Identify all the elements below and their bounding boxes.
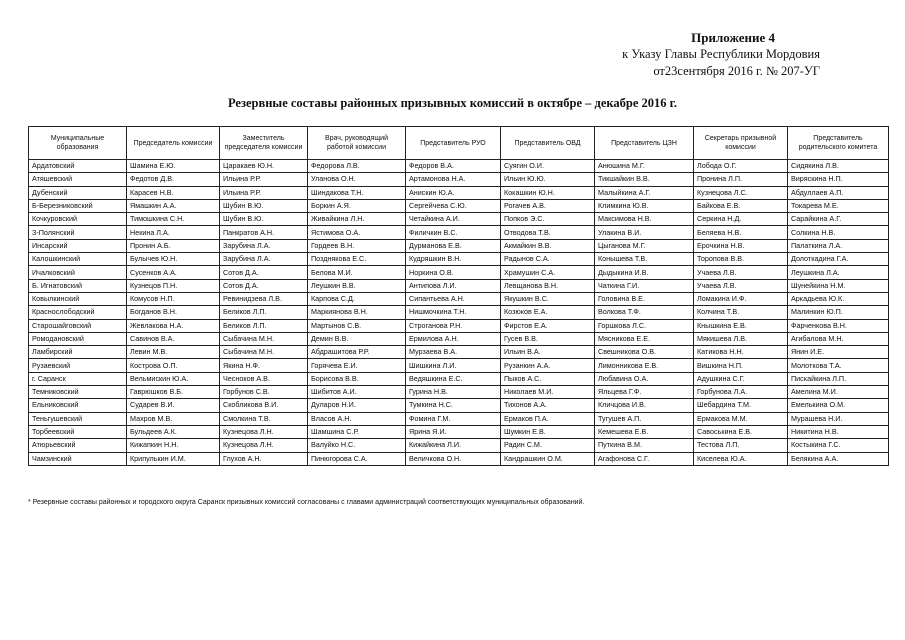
member-cell: Торопова В.В. bbox=[694, 253, 788, 266]
member-cell: Леушкина Л.А. bbox=[788, 266, 889, 279]
member-cell: Шубин В.Ю. bbox=[220, 199, 308, 212]
member-cell: Тихонов А.А. bbox=[501, 399, 595, 412]
member-cell: Якина Н.Ф. bbox=[220, 359, 308, 372]
member-cell: Кострова О.П. bbox=[127, 359, 220, 372]
member-cell: Рузанкин А.А. bbox=[501, 359, 595, 372]
municipality-cell: Кочкуровский bbox=[29, 213, 127, 226]
member-cell: Кижайкина Л.И. bbox=[406, 439, 501, 452]
member-cell: Малыйкина А.Г. bbox=[595, 186, 694, 199]
table-row bbox=[29, 332, 889, 345]
member-cell: Шубин В.Ю. bbox=[220, 213, 308, 226]
member-cell: Рогачев А.В. bbox=[501, 199, 595, 212]
member-cell: Зарубина Л.А. bbox=[220, 239, 308, 252]
member-cell: Ильин В.А. bbox=[501, 346, 595, 359]
member-cell: Фирстов Е.А. bbox=[501, 319, 595, 332]
member-cell: Агафонова С.Г. bbox=[595, 452, 694, 465]
member-cell: Ермакова М.М. bbox=[694, 412, 788, 425]
member-cell: Лимонникова Е.В. bbox=[595, 359, 694, 372]
member-cell: Попков Э.С. bbox=[501, 213, 595, 226]
municipality-cell: Дубенский bbox=[29, 186, 127, 199]
member-cell: Палаткина Л.А. bbox=[788, 239, 889, 252]
member-cell: Шибитов А.И. bbox=[308, 386, 406, 399]
member-cell: Левщанова В.Н. bbox=[501, 279, 595, 292]
member-cell: Вишкина Н.П. bbox=[694, 359, 788, 372]
member-cell: Строганова Р.Н. bbox=[406, 319, 501, 332]
member-cell: Ярина Я.И. bbox=[406, 425, 501, 438]
member-cell: Шумкин Е.В. bbox=[501, 425, 595, 438]
member-cell: Сыбачина М.Н. bbox=[220, 346, 308, 359]
member-cell: Шамшина С.Р. bbox=[308, 425, 406, 438]
member-cell: Шунейкина Н.М. bbox=[788, 279, 889, 292]
member-cell: Боркин А.Я. bbox=[308, 199, 406, 212]
member-cell: Колчина Т.В. bbox=[694, 306, 788, 319]
member-cell: Шиндакова Т.Н. bbox=[308, 186, 406, 199]
table-row bbox=[29, 226, 889, 239]
member-cell: Климкина Ю.В. bbox=[595, 199, 694, 212]
member-cell: Серкина Н.Д. bbox=[694, 213, 788, 226]
table-row bbox=[29, 292, 889, 305]
member-cell: Глухов А.Н. bbox=[220, 452, 308, 465]
member-cell: Царакаев Ю.Н. bbox=[220, 160, 308, 173]
member-cell: Маркиянова В.Н. bbox=[308, 306, 406, 319]
member-cell: Абдуллаев А.П. bbox=[788, 186, 889, 199]
col-header: Представитель ОВД bbox=[501, 127, 595, 160]
member-cell: Гусев В.В. bbox=[501, 332, 595, 345]
member-cell: Акмайкин В.В. bbox=[501, 239, 595, 252]
member-cell: Нишмочкина Т.Н. bbox=[406, 306, 501, 319]
member-cell: Власов А.Н. bbox=[308, 412, 406, 425]
member-cell: Ерочкина Н.В. bbox=[694, 239, 788, 252]
col-header: Представитель родительского комитета bbox=[788, 127, 889, 160]
municipality-cell: Торбеевский bbox=[29, 425, 127, 438]
member-cell: Учаева Л.В. bbox=[694, 266, 788, 279]
table-row bbox=[29, 199, 889, 212]
member-cell: Антипова Л.И. bbox=[406, 279, 501, 292]
member-cell: Мартынов С.В. bbox=[308, 319, 406, 332]
member-cell: Горбунов С.В. bbox=[220, 386, 308, 399]
municipality-cell: Ельниковский bbox=[29, 399, 127, 412]
member-cell: Сергейчева С.Ю. bbox=[406, 199, 501, 212]
member-cell: Горбунова Л.А. bbox=[694, 386, 788, 399]
member-cell: Зарубина Л.А. bbox=[220, 253, 308, 266]
col-header: Врач, руководящий работой комиссии bbox=[308, 127, 406, 160]
member-cell: Ильина Р.Р. bbox=[220, 186, 308, 199]
table-row bbox=[29, 319, 889, 332]
member-cell: Уланова О.Н. bbox=[308, 173, 406, 186]
appendix-title: Приложение 4 bbox=[691, 30, 775, 45]
member-cell: Булычев Ю.Н. bbox=[127, 253, 220, 266]
member-cell: Величкова О.Н. bbox=[406, 452, 501, 465]
table-row bbox=[29, 160, 889, 173]
table-row bbox=[29, 399, 889, 412]
member-cell: Емелькина О.М. bbox=[788, 399, 889, 412]
member-cell: Валуйко Н.С. bbox=[308, 439, 406, 452]
member-cell: Цыганова М.Г. bbox=[595, 239, 694, 252]
municipality-cell: Инсарский bbox=[29, 239, 127, 252]
member-cell: Крипулькин И.М. bbox=[127, 452, 220, 465]
member-cell: Беляева Н.В. bbox=[694, 226, 788, 239]
member-cell: Жевлакова Н.А. bbox=[127, 319, 220, 332]
member-cell: Молоткова Т.А. bbox=[788, 359, 889, 372]
member-cell: Смолкина Т.В. bbox=[220, 412, 308, 425]
member-cell: Абдрашитова Р.Р. bbox=[308, 346, 406, 359]
member-cell: Кузнецов П.Н. bbox=[127, 279, 220, 292]
member-cell: Гордеев В.Н. bbox=[308, 239, 406, 252]
member-cell: Виряскина Н.П. bbox=[788, 173, 889, 186]
member-cell: Сусенков А.А. bbox=[127, 266, 220, 279]
member-cell: Ермаков П.А. bbox=[501, 412, 595, 425]
member-cell: Фарченкова В.Н. bbox=[788, 319, 889, 332]
municipality-cell: Ичалковский bbox=[29, 266, 127, 279]
table-row bbox=[29, 266, 889, 279]
member-cell: Норкина О.В. bbox=[406, 266, 501, 279]
member-cell: Сарайкина А.Г. bbox=[788, 213, 889, 226]
member-cell: Конышева Т.В. bbox=[595, 253, 694, 266]
member-cell: Лобода О.Г. bbox=[694, 160, 788, 173]
member-cell: Махров М.В. bbox=[127, 412, 220, 425]
member-cell: Тумкина Н.С. bbox=[406, 399, 501, 412]
col-header: Председатель комиссии bbox=[127, 127, 220, 160]
member-cell: Сотов Д.А. bbox=[220, 266, 308, 279]
member-cell: Токарева М.Е. bbox=[788, 199, 889, 212]
member-cell: Солкина Н.В. bbox=[788, 226, 889, 239]
col-header: Секретарь призывной комиссии bbox=[694, 127, 788, 160]
member-cell: Комусов Н.П. bbox=[127, 292, 220, 305]
member-cell: Горячева Е.И. bbox=[308, 359, 406, 372]
municipality-cell: Атяшевский bbox=[29, 173, 127, 186]
municipality-cell: Краснослободский bbox=[29, 306, 127, 319]
member-cell: Савинов В.А. bbox=[127, 332, 220, 345]
member-cell: Борисова В.В. bbox=[308, 372, 406, 385]
member-cell: Суягин О.И. bbox=[501, 160, 595, 173]
col-header: Муниципальные образования bbox=[29, 127, 127, 160]
member-cell: Богданов В.Н. bbox=[127, 306, 220, 319]
member-cell: Кличцова И.В. bbox=[595, 399, 694, 412]
municipality-cell: Чамзинский bbox=[29, 452, 127, 465]
municipality-cell: Темниковский bbox=[29, 386, 127, 399]
member-cell: Ревинидзева Л.В. bbox=[220, 292, 308, 305]
col-header: Представитель ЦЗН bbox=[595, 127, 694, 160]
member-cell: Любавина О.А. bbox=[595, 372, 694, 385]
member-cell: Беликов Л.П. bbox=[220, 319, 308, 332]
municipality-cell: Старошайговский bbox=[29, 319, 127, 332]
member-cell: Фомина Г.М. bbox=[406, 412, 501, 425]
member-cell: Сотов Д.А. bbox=[220, 279, 308, 292]
table-header-row bbox=[29, 127, 889, 160]
table-row bbox=[29, 386, 889, 399]
member-cell: Ястимова О.А. bbox=[308, 226, 406, 239]
table-row bbox=[29, 412, 889, 425]
member-cell: Головина В.Е. bbox=[595, 292, 694, 305]
member-cell: Путкина В.М. bbox=[595, 439, 694, 452]
member-cell: Яльцева Г.Ф. bbox=[595, 386, 694, 399]
member-cell: Бульдеев А.К. bbox=[127, 425, 220, 438]
member-cell: Ведяшкина Е.С. bbox=[406, 372, 501, 385]
municipality-cell: З-Полянский bbox=[29, 226, 127, 239]
member-cell: Панкратов А.Н. bbox=[220, 226, 308, 239]
table-row bbox=[29, 359, 889, 372]
member-cell: Мякишева Л.В. bbox=[694, 332, 788, 345]
member-cell: Кудряшкин В.Н. bbox=[406, 253, 501, 266]
table-row bbox=[29, 186, 889, 199]
member-cell: Шамина Е.Ю. bbox=[127, 160, 220, 173]
member-cell: Мурзаева В.А. bbox=[406, 346, 501, 359]
table-row bbox=[29, 239, 889, 252]
table-row bbox=[29, 452, 889, 465]
member-cell: Волкова Т.Ф. bbox=[595, 306, 694, 319]
member-cell: Сыбачина М.Н. bbox=[220, 332, 308, 345]
member-cell: Позднякова Е.С. bbox=[308, 253, 406, 266]
member-cell: Ермилова А.Н. bbox=[406, 332, 501, 345]
member-cell: Левин М.В. bbox=[127, 346, 220, 359]
member-cell: Никитина Н.В. bbox=[788, 425, 889, 438]
member-cell: Савоськина Е.В. bbox=[694, 425, 788, 438]
member-cell: Амелина М.И. bbox=[788, 386, 889, 399]
municipality-cell: Б-Березниковский bbox=[29, 199, 127, 212]
member-cell: Некина Л.А. bbox=[127, 226, 220, 239]
member-cell: Беликов Л.П. bbox=[220, 306, 308, 319]
member-cell: Пронин А.Б. bbox=[127, 239, 220, 252]
member-cell: Агибалова М.Н. bbox=[788, 332, 889, 345]
col-header: Заместитель председателя комиссии bbox=[220, 127, 308, 160]
table-row bbox=[29, 173, 889, 186]
member-cell: Ломакина И.Ф. bbox=[694, 292, 788, 305]
member-cell: Живайкина Л.Н. bbox=[308, 213, 406, 226]
member-cell: Анюшина М.Г. bbox=[595, 160, 694, 173]
table-row bbox=[29, 279, 889, 292]
municipality-cell: Ламбирский bbox=[29, 346, 127, 359]
member-cell: Сидякина Л.В. bbox=[788, 160, 889, 173]
member-cell: Сипантьева А.Н. bbox=[406, 292, 501, 305]
member-cell: Анискин Ю.А. bbox=[406, 186, 501, 199]
municipality-cell: Калошкинский bbox=[29, 253, 127, 266]
member-cell: Пискайкина Л.П. bbox=[788, 372, 889, 385]
member-cell: Байкова Е.В. bbox=[694, 199, 788, 212]
table-row bbox=[29, 306, 889, 319]
member-cell: Мясникова Е.Е. bbox=[595, 332, 694, 345]
table-row bbox=[29, 213, 889, 226]
member-cell: Катикова Н.Н. bbox=[694, 346, 788, 359]
table-row bbox=[29, 425, 889, 438]
member-cell: Артамонова Н.А. bbox=[406, 173, 501, 186]
appendix-date-number: от23сентября 2016 г. № 207-УГ bbox=[653, 64, 820, 78]
member-cell: Тикшайкин В.В. bbox=[595, 173, 694, 186]
member-cell: Костыкина Г.С. bbox=[788, 439, 889, 452]
member-cell: Карасев Н.В. bbox=[127, 186, 220, 199]
member-cell: Белякина А.А. bbox=[788, 452, 889, 465]
member-cell: Федотов Д.В. bbox=[127, 173, 220, 186]
member-cell: Пинюгорова С.А. bbox=[308, 452, 406, 465]
col-header: Представитель РУО bbox=[406, 127, 501, 160]
municipality-cell: Ковылкинский bbox=[29, 292, 127, 305]
member-cell: Тимошкина С.Н. bbox=[127, 213, 220, 226]
member-cell: Отводова Т.В. bbox=[501, 226, 595, 239]
member-cell: Ильина Р.Р. bbox=[220, 173, 308, 186]
member-cell: Гаврюшков В.Б. bbox=[127, 386, 220, 399]
member-cell: Улакина В.И. bbox=[595, 226, 694, 239]
member-cell: Сударев В.И. bbox=[127, 399, 220, 412]
member-cell: Кемешева Е.В. bbox=[595, 425, 694, 438]
table-row bbox=[29, 439, 889, 452]
member-cell: Шебардина Т.М. bbox=[694, 399, 788, 412]
municipality-cell: Ардатовский bbox=[29, 160, 127, 173]
member-cell: Четайкина А.И. bbox=[406, 213, 501, 226]
member-cell: Федорова Л.В. bbox=[308, 160, 406, 173]
appendix-block bbox=[622, 29, 820, 80]
member-cell: Кузнецова Л.С. bbox=[694, 186, 788, 199]
member-cell: Тестова Л.П. bbox=[694, 439, 788, 452]
table-row bbox=[29, 346, 889, 359]
appendix-decree: к Указу Главы Республики Мордовия bbox=[622, 47, 820, 61]
member-cell: Белова М.И. bbox=[308, 266, 406, 279]
municipality-cell: Рузаевский bbox=[29, 359, 127, 372]
member-cell: Малинкин Ю.П. bbox=[788, 306, 889, 319]
municipality-cell: Теньгушевский bbox=[29, 412, 127, 425]
municipality-cell: Б. Игнатовский bbox=[29, 279, 127, 292]
member-cell: Карпова С.Д. bbox=[308, 292, 406, 305]
member-cell: Дурманова Е.В. bbox=[406, 239, 501, 252]
member-cell: Скобликова В.И. bbox=[220, 399, 308, 412]
reserve-commissions-table bbox=[28, 126, 889, 466]
member-cell: Ямашкин А.А. bbox=[127, 199, 220, 212]
member-cell: Демин В.В. bbox=[308, 332, 406, 345]
member-cell: Вельмискин Ю.А. bbox=[127, 372, 220, 385]
municipality-cell: Ромодановский bbox=[29, 332, 127, 345]
member-cell: Радин С.М. bbox=[501, 439, 595, 452]
member-cell: Киселева Ю.А. bbox=[694, 452, 788, 465]
member-cell: Федоров В.А. bbox=[406, 160, 501, 173]
footnote: * Резервные составы районных и городского округа Саранск призывных комиссий согласованы с главами администраций соответствующих муниципальных образований. bbox=[28, 499, 585, 506]
member-cell: Кузнецова Л.Н. bbox=[220, 439, 308, 452]
member-cell: Аркадьева Ю.К. bbox=[788, 292, 889, 305]
member-cell: Храмушин С.А. bbox=[501, 266, 595, 279]
table-body bbox=[29, 160, 889, 466]
member-cell: Кокашкин Ю.Н. bbox=[501, 186, 595, 199]
member-cell: Якушкин В.С. bbox=[501, 292, 595, 305]
document-title: Резервные составы районных призывных комиссий в октябре – декабре 2016 г. bbox=[227, 96, 678, 110]
member-cell: Свешникова О.В. bbox=[595, 346, 694, 359]
municipality-cell: Атюрьевский bbox=[29, 439, 127, 452]
table-row bbox=[29, 253, 889, 266]
member-cell: Чесноков А.В. bbox=[220, 372, 308, 385]
member-cell: Чаткина Г.И. bbox=[595, 279, 694, 292]
member-cell: Мурашева Н.И. bbox=[788, 412, 889, 425]
member-cell: Максимова Н.В. bbox=[595, 213, 694, 226]
member-cell: Долоткадина Г.А. bbox=[788, 253, 889, 266]
member-cell: Кижапкин Н.Н. bbox=[127, 439, 220, 452]
member-cell: Тугушев А.П. bbox=[595, 412, 694, 425]
member-cell: Гурина Н.В. bbox=[406, 386, 501, 399]
member-cell: Шишкина Л.И. bbox=[406, 359, 501, 372]
member-cell: Филичкин В.С. bbox=[406, 226, 501, 239]
member-cell: Радынов С.А. bbox=[501, 253, 595, 266]
member-cell: Кузнецова Л.Н. bbox=[220, 425, 308, 438]
member-cell: Леушкин В.В. bbox=[308, 279, 406, 292]
member-cell: Козюков Е.А. bbox=[501, 306, 595, 319]
municipality-cell: г. Саранск bbox=[29, 372, 127, 385]
member-cell: Кандрашкин О.М. bbox=[501, 452, 595, 465]
member-cell: Дуларов Н.И. bbox=[308, 399, 406, 412]
member-cell: Адушкина С.Г. bbox=[694, 372, 788, 385]
member-cell: Янин И.Е. bbox=[788, 346, 889, 359]
member-cell: Горшкова Л.С. bbox=[595, 319, 694, 332]
member-cell: Пронина Л.П. bbox=[694, 173, 788, 186]
member-cell: Николаев М.И. bbox=[501, 386, 595, 399]
member-cell: Дыдыкина И.В. bbox=[595, 266, 694, 279]
table-row bbox=[29, 372, 889, 385]
member-cell: Пыков А.С. bbox=[501, 372, 595, 385]
member-cell: Учаева Л.В. bbox=[694, 279, 788, 292]
member-cell: Ильин Ю.Ю. bbox=[501, 173, 595, 186]
member-cell: Кнышкина Е.В. bbox=[694, 319, 788, 332]
